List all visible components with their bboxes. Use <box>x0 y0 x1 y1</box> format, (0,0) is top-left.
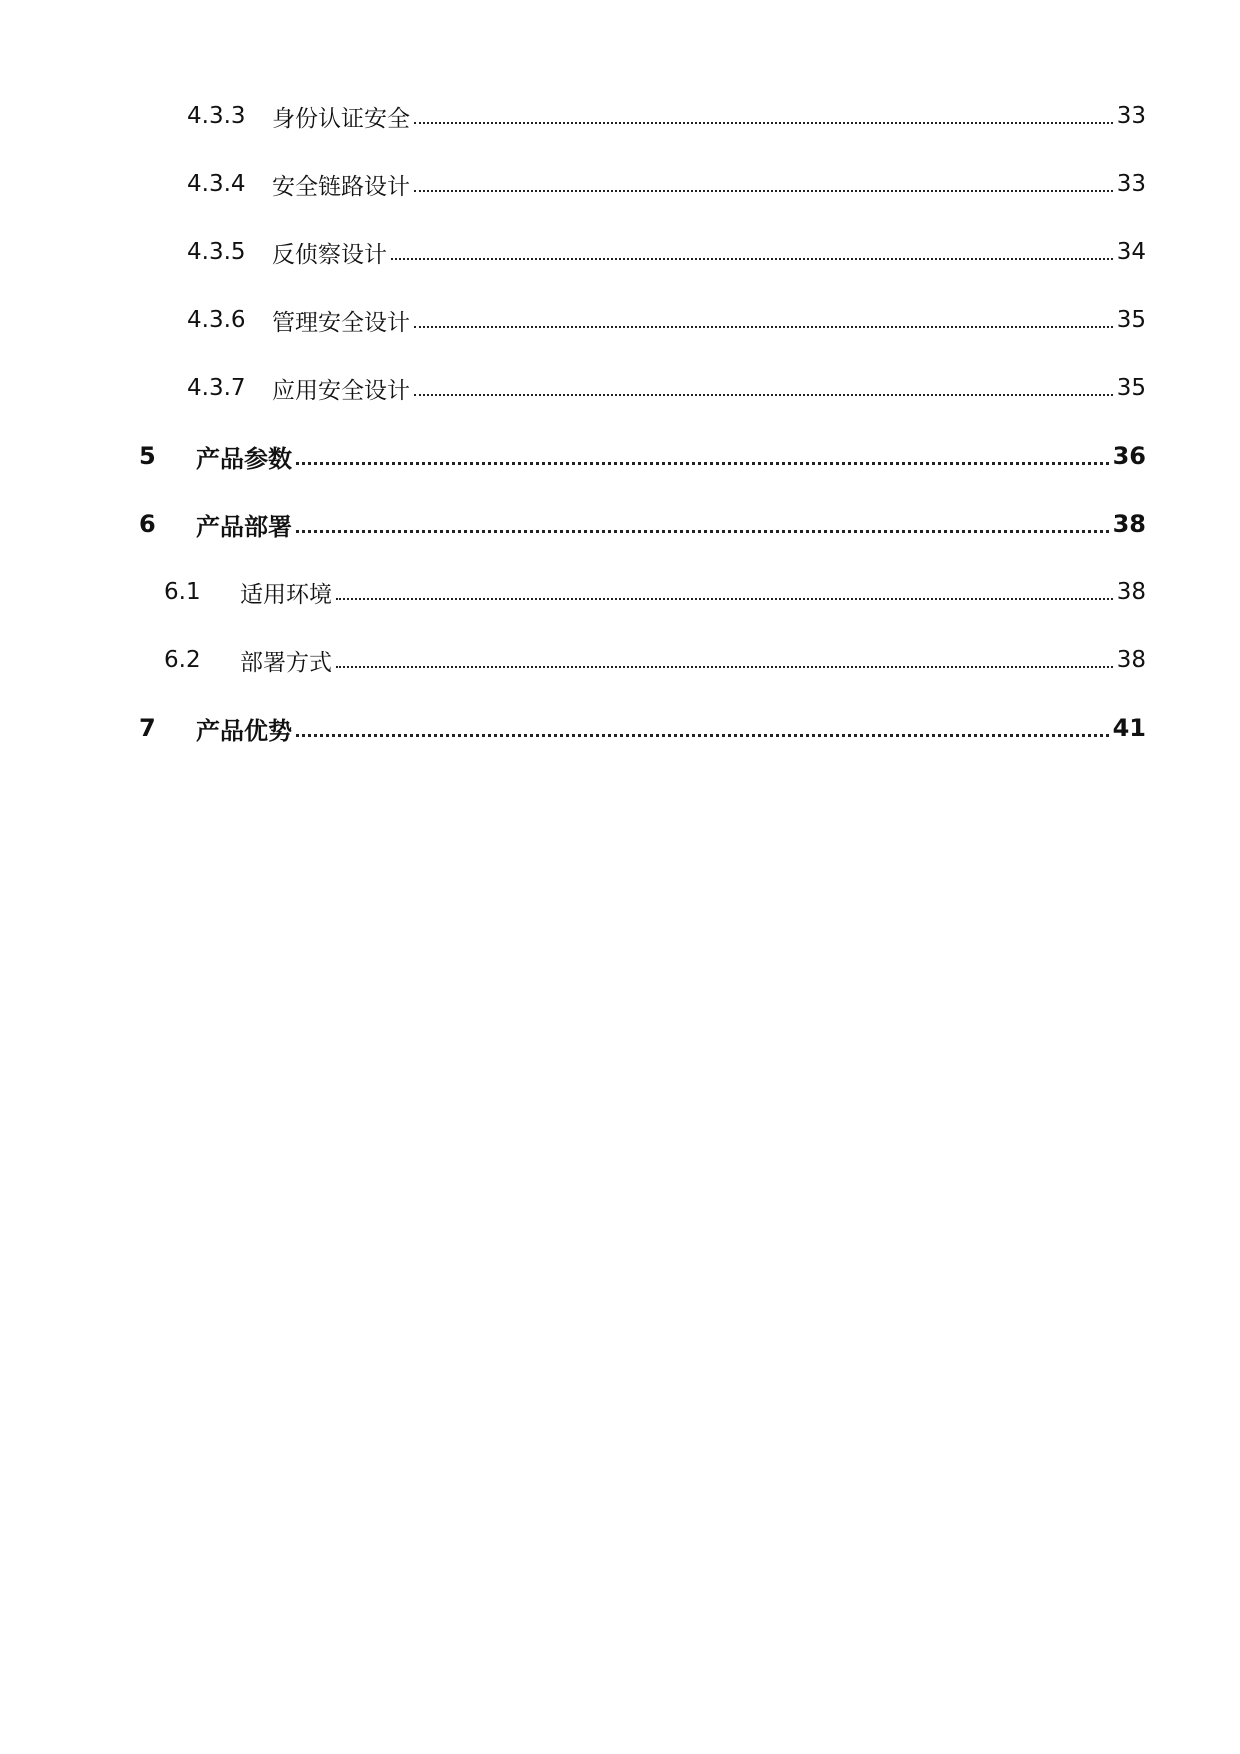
toc-entry-4-3-5[interactable] <box>0 218 1240 286</box>
toc-entry-title: 产品优势 <box>196 716 292 745</box>
toc-entry-number: 5 <box>139 442 156 470</box>
toc-entry-6-2[interactable] <box>0 626 1240 694</box>
toc-entry-title: 管理安全设计 <box>272 309 410 336</box>
toc-entry-number: 6.1 <box>164 579 201 605</box>
toc-dot-leader <box>414 100 1113 124</box>
toc-entry-page: 35 <box>1116 375 1146 401</box>
toc-dot-leader <box>296 712 1109 737</box>
toc-entry-number: 4.3.3 <box>187 103 246 129</box>
toc-entry-6-1[interactable] <box>0 558 1240 626</box>
toc-entry-4-3-7[interactable] <box>0 354 1240 422</box>
toc-entry-page: 38 <box>1116 647 1146 673</box>
toc-entry-4-3-6[interactable] <box>0 286 1240 354</box>
toc-entry-page: 33 <box>1116 103 1146 129</box>
toc-entry-number: 4.3.7 <box>187 375 246 401</box>
toc-entry-7[interactable] <box>0 694 1240 762</box>
toc-entry-page: 36 <box>1112 442 1146 470</box>
toc-entry-title: 产品参数 <box>196 444 292 473</box>
toc-entry-6[interactable] <box>0 490 1240 558</box>
table-of-contents <box>0 82 1240 762</box>
toc-dot-leader <box>336 644 1113 668</box>
toc-entry-page: 38 <box>1116 579 1146 605</box>
toc-dot-leader <box>414 304 1113 328</box>
toc-entry-4-3-3[interactable] <box>0 82 1240 150</box>
toc-entry-number: 4.3.4 <box>187 171 246 197</box>
toc-dot-leader <box>414 168 1113 192</box>
toc-dot-leader <box>296 440 1109 465</box>
toc-entry-4-3-4[interactable] <box>0 150 1240 218</box>
toc-dot-leader <box>336 576 1113 600</box>
toc-entry-number: 6 <box>139 510 156 538</box>
toc-dot-leader <box>414 372 1113 396</box>
toc-entry-title: 适用环境 <box>240 581 332 608</box>
toc-dot-leader <box>296 508 1109 533</box>
toc-entry-number: 6.2 <box>164 647 201 673</box>
toc-entry-page: 33 <box>1116 171 1146 197</box>
toc-entry-number: 4.3.5 <box>187 239 246 265</box>
toc-dot-leader <box>391 236 1113 260</box>
toc-entry-title: 反侦察设计 <box>272 241 387 268</box>
toc-entry-page: 34 <box>1116 239 1146 265</box>
toc-entry-title: 产品部署 <box>196 512 292 541</box>
toc-entry-page: 35 <box>1116 307 1146 333</box>
toc-entry-title: 应用安全设计 <box>272 377 410 404</box>
toc-entry-title: 安全链路设计 <box>272 173 410 200</box>
toc-entry-title: 身份认证安全 <box>272 105 410 132</box>
toc-entry-number: 4.3.6 <box>187 307 246 333</box>
toc-entry-title: 部署方式 <box>240 649 332 676</box>
toc-entry-page: 41 <box>1112 714 1146 742</box>
toc-entry-number: 7 <box>139 714 156 742</box>
toc-entry-5[interactable] <box>0 422 1240 490</box>
toc-entry-page: 38 <box>1112 510 1146 538</box>
